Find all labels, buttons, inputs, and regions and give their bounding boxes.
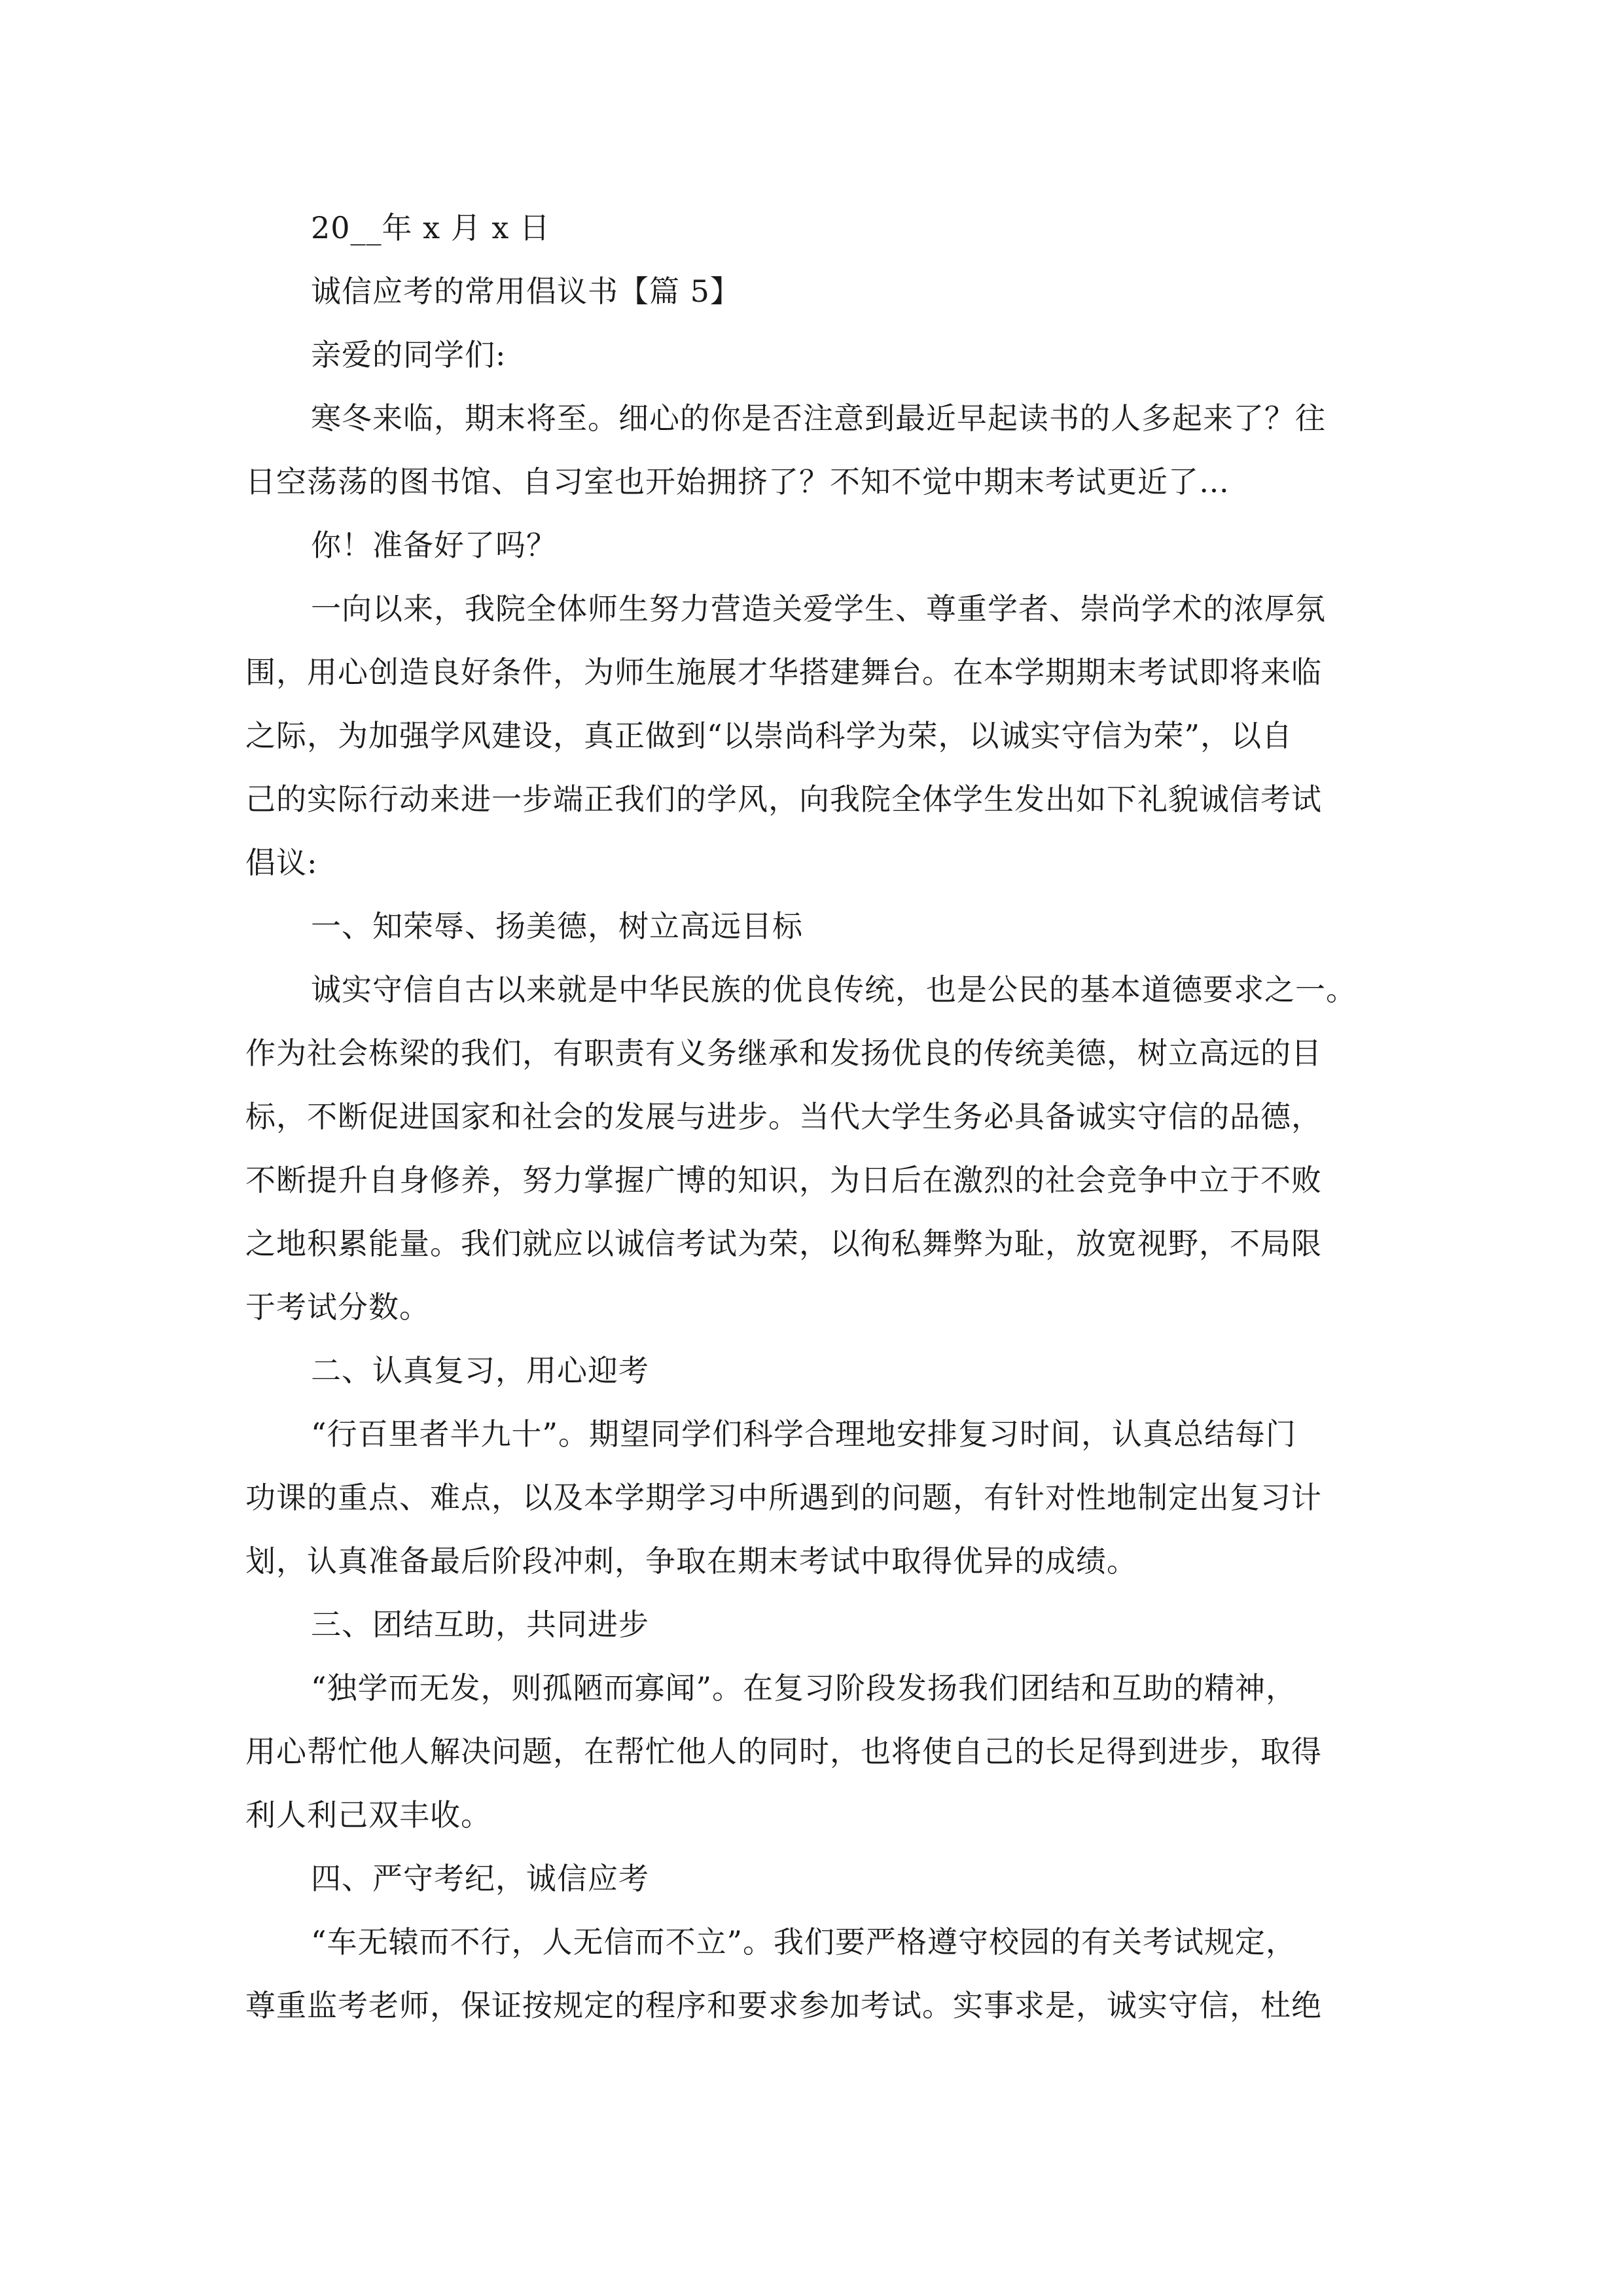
heading-3: 三、团结互助，共同进步 <box>311 1607 649 1642</box>
heading-2: 二、认真复习，用心迎考 <box>311 1353 649 1388</box>
paragraph-line: 划，认真准备最后阶段冲刺，争取在期末考试中取得优异的成绩。 <box>245 1543 1137 1579</box>
paragraph-line: 围，用心创造良好条件，为师生施展才华搭建舞台。在本学期期末考试即将来临 <box>245 655 1322 690</box>
paragraph-line: “独学而无发，则孤陋而寡闻”。在复习阶段发扬我们团结和互助的精神， <box>311 1670 1297 1706</box>
paragraph-line: 己的实际行动来进一步端正我们的学风，向我院全体学生发出如下礼貌诚信考试 <box>245 781 1322 817</box>
paragraph-line: 功课的重点、难点，以及本学期学习中所遇到的问题，有针对性地制定出复习计 <box>245 1480 1322 1515</box>
paragraph-line: 之地积累能量。我们就应以诚信考试为荣，以徇私舞弊为耻，放宽视野，不局限 <box>245 1226 1322 1261</box>
paragraph-line: 用心帮忙他人解决问题，在帮忙他人的同时，也将使自己的长足得到进步，取得 <box>245 1734 1322 1769</box>
paragraph-line: 尊重监考老师，保证按规定的程序和要求参加考试。实事求是，诚实守信，杜绝 <box>245 1988 1322 2023</box>
salutation: 亲爱的同学们: <box>311 337 507 372</box>
paragraph-line: 寒冬来临，期末将至。细心的你是否注意到最近早起读书的人多起来了？往 <box>311 401 1326 436</box>
heading-1: 一、知荣辱、扬美德，树立高远目标 <box>311 908 803 944</box>
paragraph-line: 倡议: <box>245 845 318 880</box>
paragraph-line: 日空荡荡的图书馆、自习室也开始拥挤了？不知不觉中期末考试更近了… <box>245 464 1230 499</box>
paragraph-line: 标，不断促进国家和社会的发展与进步。当代大学生务必具备诚实守信的品德， <box>245 1099 1322 1134</box>
heading-4: 四、严守考纪，诚信应考 <box>311 1861 649 1896</box>
paragraph-line: 诚实守信自古以来就是中华民族的优良传统，也是公民的基本道德要求之一。 <box>311 972 1357 1007</box>
section-title: 诚信应考的常用倡议书【篇 5】 <box>311 274 741 309</box>
paragraph-line: 不断提升自身修养，努力掌握广博的知识，为日后在激烈的社会竞争中立于不败 <box>245 1162 1322 1198</box>
paragraph-line: 作为社会栋梁的我们，有职责有义务继承和发扬优良的传统美德，树立高远的目 <box>245 1035 1322 1071</box>
document-body <box>245 196 1378 2037</box>
paragraph-line: 一向以来，我院全体师生努力营造关爱学生、尊重学者、崇尚学术的浓厚氛 <box>311 591 1326 626</box>
paragraph-line: “车无辕而不行，人无信而不立”。我们要严格遵守校园的有关考试规定， <box>311 1924 1297 1960</box>
paragraph-line: 你！准备好了吗？ <box>311 528 557 563</box>
paragraph-line: 于考试分数。 <box>245 1289 430 1325</box>
date-line: 20__年 x 月 x 日 <box>311 210 550 245</box>
paragraph-line: 之际，为加强学风建设，真正做到“以崇尚科学为荣，以诚实守信为荣”，以自 <box>245 718 1293 753</box>
paragraph-line: 利人利己双丰收。 <box>245 1797 491 1833</box>
paragraph-line: “行百里者半九十”。期望同学们科学合理地安排复习时间，认真总结每门 <box>311 1416 1297 1452</box>
